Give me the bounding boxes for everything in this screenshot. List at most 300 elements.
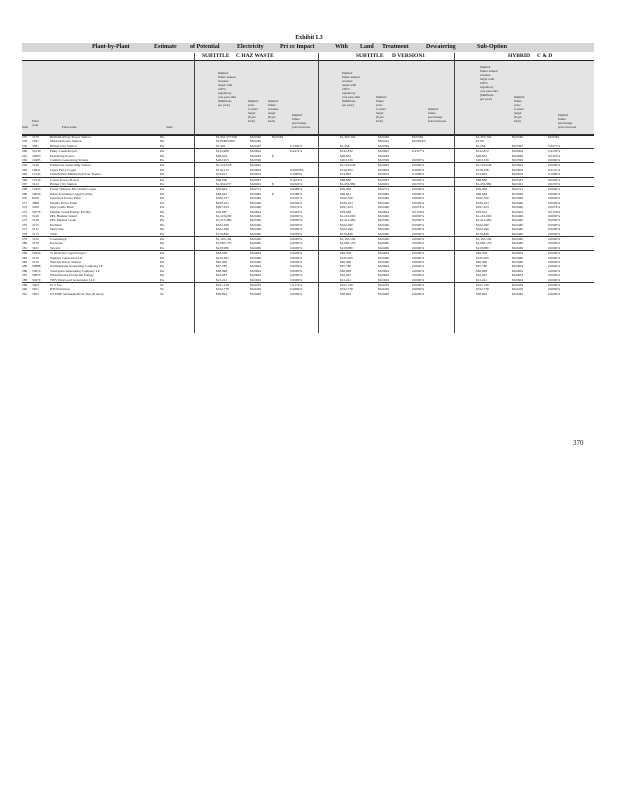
cell-d3: 0.0000% [412,251,476,256]
cell-h1: $439,103 [476,200,489,205]
cell-h3: 0.0000% [548,251,594,256]
cell-item: 267 [22,182,28,187]
cell-item: 277 [22,227,28,232]
cell-c1: $74,617 [216,172,228,177]
header-h-pct: Implied future percentage price increase [558,113,577,129]
cell-item: 269 [22,191,28,196]
cell-d2: $0.0604 [378,209,390,214]
cell-item: 259 [22,143,28,148]
cell-d3: 0.0000% [412,213,425,218]
cell-id: 50888 [32,264,41,269]
cell-h2: $0.0460 [512,241,524,246]
cell-c4: 0.0000% [290,245,303,250]
exhibit-label: Exhibit L3 [295,35,323,41]
cell-c1: $722,778 [216,287,229,292]
cell-c1: $350,707 [216,196,229,201]
cell-state: PA [160,222,165,227]
cell-item: 264 [22,167,28,172]
cell-d2: $0.0604 [378,251,412,256]
cell-state: PA [160,218,165,223]
subtitle-bar [22,53,594,60]
cell-d2: $0.0460 [378,218,390,223]
cell-d2: $0.0679 [378,172,390,177]
cell-d1: $82,098 [340,268,352,273]
cell-c1: $322,290 [216,227,229,232]
cell-h1: $82,098 [476,268,488,273]
title-word: Sub-Option [477,44,508,50]
cell-name: John B Rich Memorial Power Station [50,172,101,177]
cell-id: 3131 [32,227,39,232]
cell-state: PA [160,139,165,144]
header-d-price: Implied future price to meet target ($ per kwh) [376,95,387,123]
cell-id: 3161 [32,245,39,250]
cell-id: 50279 [32,277,41,282]
cell-name: Cambria Generating Station [50,158,89,163]
cell-d3: 0.0000% [412,268,425,273]
cell-h3: 0.0000% [548,277,561,282]
cell-d3: 0.0000% [412,191,425,196]
cell-state: SC [160,283,216,288]
cell-item: 276 [22,222,28,227]
cell-c1: $59,963 [216,187,250,192]
cell-item: 257 [22,135,32,140]
cell-item: 279 [22,236,32,241]
cell-c4: 0.0000% [290,268,303,273]
estimate-table [22,134,594,296]
cell-c3 [272,292,290,296]
cell-h2: $0.0460 [512,222,524,227]
cell-id: 3176 [32,259,39,264]
cell-h2: $0.0604 [512,273,524,278]
cell-d2: $0.0751 [378,187,412,192]
cell-c2: $0.0604 [250,149,272,154]
cell-id: 3581 [32,143,39,148]
cell-item: 287 [22,273,28,278]
cell-id: 3122 [32,182,39,187]
cell-id: 3113 [32,231,39,236]
cell-c1: $297,633 [216,205,229,210]
cell-d3: 0.0000% [412,227,425,232]
cell-h2: $0.0460 [512,231,524,236]
cell-c3: $0.0349 [272,135,290,140]
cell-h1: $1,105,194 [476,236,512,241]
cell-c4: 0.0000% [290,255,303,260]
cell-h2: $0.0460 [512,255,524,260]
cell-c4: 0.0289% [290,191,303,196]
cell-state: PA [160,182,165,187]
cell-d3: 0.0000% [412,177,476,182]
title-bar [22,43,594,52]
cell-id: 50776 [32,209,41,214]
cell-h1: $74,605 [476,172,488,177]
cell-c2: $0.0460 [250,255,262,260]
cell-d2: $0.0949 [378,153,390,158]
cell-item: 284 [22,259,28,264]
cell-d3: 0.0176% [412,209,425,214]
cell-h1: $116,208 [476,167,489,172]
cell-c2: $0.0604 [250,273,262,278]
cell-h2: $0.0460 [512,227,524,232]
cell-id: 3251 [32,287,39,292]
cell-id: 10941 [32,167,41,172]
cell-h1: $176,840 [476,231,489,236]
cell-d1: $1,105,194 [340,236,378,241]
cell-h1: $59,958 [476,187,512,192]
cell-h1: $62,306 [476,259,488,264]
cell-h1: $297,633 [476,205,489,210]
cell-item: 260 [22,149,32,154]
cell-d2: $0.0604 [378,268,390,273]
cell-c4: 0.0000% [290,213,303,218]
cell-c4: 1.0174% [290,283,340,288]
cell-id: 10143 [32,172,41,177]
cell-d1: $59,958 [340,187,378,192]
cell-name: Northampton Generating Company LP [50,264,103,269]
cell-state: PA [160,143,165,148]
cell-id: 50454 [32,251,50,256]
header-state: State [166,125,173,129]
cell-d1: $1,452,880 [340,182,356,187]
cell-id: 50130 [32,149,50,154]
cell-c2: $0.0460 [250,241,262,246]
cell-h2: $0.0596 [512,158,524,163]
subtitle-c-name: C HAZ WASTE [236,53,274,59]
cell-state: PA [160,153,165,158]
cell-id: 3115 [32,222,39,227]
cell-d3: 0.0000% [412,218,425,223]
cell-state: PA [160,213,165,218]
cell-state: PA [160,191,165,196]
cell-c4: 0.0000% [290,277,303,282]
cell-h3: 0.0000% [548,264,561,269]
cell-d2: $0.0604 [378,277,390,282]
cell-h2: $0.0397 [512,143,524,148]
cell-h3: 0.0000% [548,236,594,241]
cell-name: Elrama Power Plant [50,200,78,205]
cell-h1: $350,706 [476,196,489,201]
cell-h3: 0.0000% [548,291,561,296]
cell-c2: $0.0596 [250,158,262,163]
cell-item: 265 [22,172,28,177]
cell-id: 50879 [32,273,41,278]
cell-c2: $0.0460 [250,259,262,264]
cell-c1: $48,634 [216,153,228,158]
title-word: Pri ce Impact [280,44,315,50]
cell-h2: $0.0460 [512,218,524,223]
header-h-price: Implied future price to meet target ($ per kwh) [514,95,525,123]
cell-h2: $0.0460 [512,196,524,201]
cell-name: PPL Brunner Island [50,213,77,218]
title-word: Plant-by-Plant [92,44,130,50]
cell-c1: $1,452,057 [216,182,232,187]
column-header-band [22,60,594,136]
cell-h3: 0.0082% [548,187,594,192]
cell-item: 289 [22,283,32,288]
cell-h2: $0.0604 [512,268,524,273]
cell-d3: 0.0000% [412,291,425,296]
cell-d2: $0.0603 [378,163,412,168]
cell-id: 8226 [32,196,39,201]
cell-c2: $0.0604 [250,268,262,273]
cell-state: PA [160,236,216,241]
cell-h2: $0.0460 [512,236,548,241]
cell-h2: $0.0604 [512,149,548,154]
cell-c1: $1,215,480 [216,218,232,223]
cell-d1: $221,158 [340,283,378,288]
cell-name: US DOE Savannah River Site (D Area) [50,291,104,296]
cell-d2: $0.0460 [378,245,390,250]
cell-h1: $322,290 [476,222,489,227]
cell-h3: 0.0253% [548,182,561,187]
cell-name: Piney Creek Project [50,149,160,154]
cell-c2: $0.0340 [250,135,272,140]
cell-id: 10495 [32,158,41,163]
cell-c1: $322,290 [216,222,229,227]
cell-c4: 0.0000% [290,218,303,223]
cell-name: Grays Ferry Cogen [50,167,76,172]
cell-h2: $0.0949 [512,191,524,196]
cell-d3: 0.0000% [412,259,425,264]
cell-name: Panther Creek Energy Facility [50,209,92,214]
header-c-price: Implied price to meet target ($ per kwh) [248,99,259,123]
cell-h2: $0.0604 [512,209,524,214]
cell-item: 278 [22,231,28,236]
cell-c1: $218,883,000 [216,139,235,144]
cell-d1: $132,832 [340,149,378,154]
cell-c4: 0.0000% [290,241,303,246]
cell-d1: $79,038 [340,209,352,214]
cell-h3: 0.0000% [548,227,561,232]
cell-d1: $350,706 [340,196,353,201]
cell-h3: 0.0000% [548,222,561,227]
cell-h1: $48,632 [476,153,488,158]
cell-h3: 0.4256% [548,149,594,154]
cell-c4: 0.0000% [290,227,303,232]
cell-h2: $0.0460 [512,259,524,264]
cell-c4: 0.4964% [290,287,303,292]
cell-c1: $439,103 [216,200,229,205]
cell-state: PA [160,209,165,214]
cell-state: SC [160,287,165,292]
title-word: Dewatering [426,44,456,50]
cell-h1: $410,365 [476,255,489,260]
cell-state: PA [160,241,165,246]
cell-d2: $0.0460 [378,236,412,241]
cell-c2: $0.0604 [250,277,262,282]
header-plant-name: Plant name [62,125,77,129]
cell-d1: $219,980 [340,245,353,250]
cell-d1: $722,778 [340,287,353,292]
header-d-pct: Implied future percentage price increase [428,107,447,123]
cell-id: 3132 [32,236,50,241]
cell-c4: 0.0000% [290,236,340,241]
cell-id: 3140 [32,163,50,168]
subtitle-hybrid-label: HYBRID [508,53,531,59]
cell-item: 288 [22,277,28,282]
cell-h1: $1,216,000 [476,213,492,218]
cell-h2: $0.0460 [512,200,524,205]
cell-d1: $74,605 [340,172,352,177]
cell-d1: $176,840 [340,231,353,236]
cell-h1: $1,215,480 [476,218,492,223]
title-word: Land [360,44,374,50]
cell-h3: $0.0349 [548,135,594,140]
cell-d1: $48,631 [340,191,352,196]
cell-name: Colver Power Project [50,177,160,182]
cell-id: 3181 [32,139,39,144]
cell-d1: $1,234 [340,143,350,148]
cell-c2: $0.0420 [250,139,262,144]
cell-c4: 0.0224% [290,182,303,187]
cell-item: 290 [22,287,28,292]
subtitle-hybrid-name: C & D [537,53,553,59]
cell-h1: $1,085,135 [476,241,492,246]
cell-h3: 0.0747% [548,167,561,172]
cell-c4: 0.0000% [290,264,303,269]
cell-item: 281 [22,245,28,250]
cell-id: 7652 [32,291,39,296]
cell-h3: 0.0000% [548,259,561,264]
cell-h1: $56,994 [476,291,488,296]
cell-h2: $0.0604 [512,167,524,172]
cell-h1: $79,073 [476,209,488,214]
cell-d1: $116,204 [340,167,353,172]
cell-c2: $0.0461 [250,182,262,187]
cell-state: PA [160,231,165,236]
cell-item: 263 [22,163,32,168]
cell-d3: 0.0005% [412,158,425,163]
cell-d2: $0.0460 [378,259,390,264]
cell-d1: $410,365 [340,255,353,260]
cell-h3: 0.0000% [548,177,594,182]
cell-c2: $0.0460 [250,200,262,205]
cell-c2: $0.0604 [250,167,262,172]
cell-item: 266 [22,177,32,182]
cell-d1: $84,508 [340,251,378,256]
cell-name: Keystone [50,241,63,246]
cell-d3: $0.0004% [412,139,426,144]
cell-item: 268 [22,187,32,192]
cell-d3: 0.0000% [412,245,425,250]
cell-d3: 0.0000% [412,231,425,236]
cell-h1: $1,219,048 [476,163,512,168]
cell-item: 270 [22,196,28,201]
cell-c3: $ [272,153,274,158]
cell-item: 291 [22,291,28,296]
cell-d2: $0.0460 [378,255,390,260]
page-number: 370 [573,439,584,447]
cell-item: 274 [22,213,28,218]
cell-d1: $297,633 [340,205,353,210]
cell-item: 262 [22,158,28,163]
header-c-revenue: Implied future annual revenue target with 100% regulatory cost pass-thru ($millions per year) [218,71,237,107]
cell-c2: $0.0460 [250,213,262,218]
cell-h1: $322,290 [476,227,489,232]
cell-name: Scrubgrass Generating Company LP [50,268,100,273]
cell-d2: $0.0460 [378,222,390,227]
header-h-revenue: Implied future annual revenue target with 100% regulatory cost pass-thru ($millions per year) [480,65,499,101]
cell-c4: 0.0000% [290,291,303,296]
cell-d3: 0.0000% [412,200,425,205]
cell-c2: $0.0460 [250,205,262,210]
cell-h3: 0.0000% [548,287,561,292]
cell-d1: $1,216,000 [340,213,356,218]
cell-item: 261 [22,153,28,158]
cell-h3: 0.0000% [548,158,561,163]
cell-h1: $1,455,320 [476,135,512,140]
cell-d1: $56,994 [340,291,352,296]
cell-c1: $221,158 [216,283,250,288]
cell-d2: $0.0460 [378,231,390,236]
cell-c1: $176,840 [216,231,229,236]
cell-c1: $84,508 [216,251,250,256]
cell-h1: $1,234 [476,143,486,148]
cell-state: PA [160,135,216,140]
cell-name: Hatfields Ferry Power Station [50,135,160,140]
cell-d2: $0.0459 [378,287,390,292]
cell-h1: $1,452,880 [476,182,492,187]
cell-id: 3179 [32,135,50,140]
cell-h2: $0.0340 [512,135,548,140]
cell-state: PA [160,259,165,264]
cell-d2: $0.0461 [378,182,390,187]
cell-name: Seward [50,245,61,250]
cell-d1: $322,290 [340,227,353,232]
cell-c4: 0.1060% [290,172,303,177]
cell-name: New Castle Plant [50,205,74,210]
cell-c1: $219,980 [216,245,229,250]
cell-d1: $202,330 [340,158,353,163]
cell-state: PA [160,251,216,256]
cell-c1: $1,085,135 [216,241,232,246]
cell-c2: $0.0460 [250,222,262,227]
cell-name: Cheswick Power Plant [50,196,81,201]
cell-h2: $0.0604 [512,264,524,269]
cell-h3: 0.0000% [548,163,594,168]
cell-name: Mitchell Power Station [50,139,82,144]
cell-c1: $410,365 [216,255,229,260]
cell-h2: $0.0581 [512,177,548,182]
cell-state: PA [160,268,165,273]
cell-d2: $0.0460 [378,241,390,246]
cell-item: 280 [22,241,28,246]
cell-h3: 0.0000% [548,231,561,236]
cell-h3: 0.0000% [548,213,561,218]
cell-item: 275 [22,218,28,223]
cell-c1: $1,219,058 [216,163,250,168]
header-item: Item [22,125,29,129]
cell-state: PA [160,277,165,282]
cell-id: 3148 [32,218,39,223]
cell-h2: $0.0460 [512,245,524,250]
cell-d2: $0.0604 [378,167,390,172]
cell-id: 10603 [32,153,41,158]
cell-h2: $0.0751 [512,187,548,192]
cell-name: Foster Wheeler Mt Carmel Cogen [50,187,160,192]
cell-h3: 0.0000% [548,245,561,250]
cell-c2: $0.0460 [250,227,262,232]
cell-c4: 0.0465% [290,209,303,214]
cell-d2: $0.0460 [378,200,390,205]
cell-d2: $0.0422 [378,139,390,144]
cell-h2: $0.0460 [512,291,524,296]
cell-c1: $1,455,377,000 [216,135,250,140]
cell-d3: 0.0000% [412,273,425,278]
cell-h2: $0.0460 [512,213,524,218]
cell-d1: $439,103 [340,200,353,205]
cell-state: SC [160,291,165,296]
cell-name: Warrick Power Station [50,259,81,264]
